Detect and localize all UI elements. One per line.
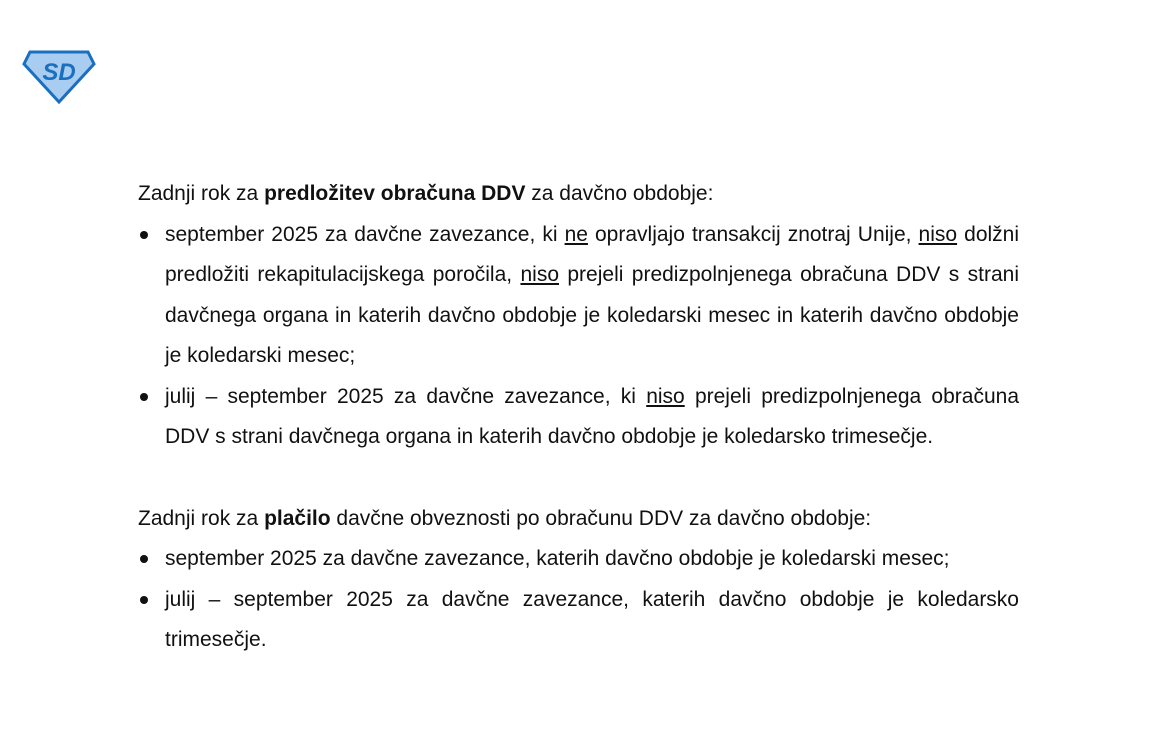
logo-lettering: SD [42,59,76,86]
list-item: julij – september 2025 za davčne zavezance, ki niso prejeli predizpolnjenega obračuna DDV s strani davčnega organa in katerih davčno obdobje je koledarsko trimesečje. [138,377,1019,458]
list-item: september 2025 za davčne zavezance, ki ne opravljajo transakcij znotraj Unije, niso dolžni predložiti rekapitulacijskega poročila, niso prejeli predizpolnjenega obračuna DDV s strani davčnega organa in katerih davčno obdobje je koledarski mesec in katerih davčno obdobje je koledarski mesec; [138,215,1019,377]
submission-deadline-list [138,215,1019,458]
document-body [138,174,1019,661]
payment-deadline-intro: Zadnji rok za plačilo davčne obveznosti po obračunu DDV za davčno obdobje: [138,506,872,530]
submission-deadline-intro: Zadnji rok za predložitev obračuna DDV za davčno obdobje: [138,182,714,205]
company-logo [22,48,96,104]
list-item: julij – september 2025 za davčne zavezance, katerih davčno obdobje je koledarsko trimesečje. [138,580,1019,661]
list-item: september 2025 za davčne zavezance, katerih davčno obdobje je koledarski mesec; [138,539,1019,580]
payment-deadline-list [138,539,1019,661]
